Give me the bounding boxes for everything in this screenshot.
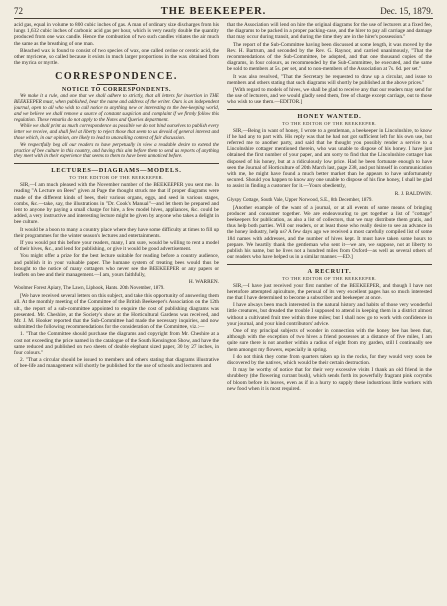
article-paragraph: SIR,—I am much pleased with the November number of the BEEKEEPER you sent me. In reading "A Lecture on Bees" given at Page the thought struck me that if proper diagrams were made of the different kinds of bees, their various organs, eggs, and seed in various stages, combs, &c.—take, say, the illustrations in "Dr. Cook's Manual"—and let them be prepared and lent to anyone by paying a small charge for hire, a few model hives, appliances, &c. could be added, a very instructive and interesting lecture might be given by anyone who takes a delight in bee culture.: [14, 182, 219, 226]
article-address: Glyspy Cottage, South Vale, Upper Norwood, S.E., 8th December, 1879.: [227, 197, 373, 203]
article-title: A RECRUIT.: [307, 267, 352, 275]
notice-paragraph: We make it a rule, and one that we shall adhere to strictly, that all letters for insertion in THE BEEKEEPER must, when published, bear the name and address of the writer. Ours is an independent journal, open to all who wish to call notice to anything new or interesting to the bee-keeping world, and we believe we shall remove a source of constant suspicion and complaint if we firmly follow this regulation. These remarks do not apply to the Notes and Queries department.: [14, 94, 219, 123]
article-paragraph: It would be a boon to many a country place where they have some difficulty at times to fill up their programmes for the winter season's lectures and entertainments.: [14, 226, 219, 239]
page-header: [14, 6, 433, 19]
article-subtitle: TO THE EDITOR OF THE BEEKEEPER.: [69, 175, 164, 181]
article-subtitle: TO THE EDITOR OF THE BEEKEEPER.: [282, 275, 377, 281]
intro-paragraph: [With regard to models of hives, we shall be glad to receive any that our readers may send for the use of lecturers, and we would gladly send them, free of charge except carriage, out to those who wish to use them.—EDITOR.]: [227, 87, 432, 106]
journal-title: THE BEEKEEPER.: [160, 6, 267, 17]
divider: [227, 264, 432, 265]
article-signature: H. WARREN.: [188, 279, 219, 286]
article-title: HONEY WANTED.: [297, 112, 362, 120]
article-paragraph: You might offer a prize for the best lecture suitable for reading before a country audience, and publish it in your valuable paper. The humane system of treating bees would thus be brought to the notice of many cottagers who never see the BEEKEEPER or any papers or leaflets on bee and their management.—I am, yours faithfully,: [14, 253, 219, 279]
article-paragraph: SIR,—Being in want of honey, I wrote to a gentleman, a beekeeper in Lincolnshire, to know if he had any to part with. His reply was that he had not got sufficient left for his own use, but referred me to another party, and said that he thought you possibly render a service to a Lincolnshire cottager mentioned therein, who was unable to dispose of his honey. I have just obtained the first number of your paper, and am sorry to find that the Lincolnshire cottager has disposed of his honey, but at a ridiculously low price. Had he been fortunate enough to have seen the Journal of Horticulture of 20th March last, page 238, and put himself in communication with me, he might have found a much better market than he appears to have unfortunately secured. Should you happen to know any one unable to dispose of his fine honey, I shall be glad to assist in finding a customer for it.—Yours obediently,: [227, 127, 432, 190]
article-address: Woolmer Forest Apiary, The Lawn, Liphook, Hants. 20th November, 1879.: [14, 286, 165, 292]
notice-paragraph: While we shall print as much correspondence as possible we do not bind ourselves to publish every letter we receive, and shall feel at liberty to reject those that seem to us devoid of general interest and those which, in our opinion, are likely to lead to unavailing contest of fair discussion.: [14, 124, 219, 141]
intro-paragraph: acid gas, equal in volume to 800 cubic inches of gas. A man of ordinary size discharges from his lungs 1,632 cubic inches of carbonic acid gas per hour, which is very nearly double the quantity produced from one wax candle. Hence the combustion of two such candles vitiates the air much the same as the breathing of one man.: [14, 22, 219, 47]
left-column: [14, 22, 219, 606]
divider: [97, 84, 137, 85]
divider: [14, 163, 219, 164]
page-number: 72: [14, 6, 23, 16]
editor-note: 1. "That the Committee should purchase the diagrams and copyright from Mr. Cheshire at a cost not exceeding the price named in the catalogue of the South Kensington Show, and have the same reduced and published on two sheets of double elephant sized paper, 30 by 27 inches, in four colours.": [14, 331, 219, 357]
editor-note: 2. "That a circular should be issued to members and others stating that diagrams illustrative of bee-life and management will shortly be published for the use of schools and lecturers and: [14, 357, 219, 370]
intro-paragraph: It was also resolved, "That the Secretary be requested to draw up a circular, and issue to members and others stating that such diagrams will shortly be published at the above prices.": [227, 73, 432, 86]
issue-date: Dec. 15, 1879.: [380, 6, 433, 16]
intro-paragraph: Bleached wax is found to consist of two species of wax, one called cerine or cerotic acid, the other myricene, so called because it exists in much larger proportions in the wax obtained from the myrica or myrtle.: [14, 47, 219, 67]
article-paragraph: If you would put this before your readers, many, I am sure, would be willing to rent a model of their hives, &c., and lend for publishing, or give it would be good advertisement.: [14, 240, 219, 253]
intro-paragraph: that the Association will lend on hire the original diagrams for the use of lecturers at a fixed fee, the diagrams to be packed in a proper packing-case, and the hirer to pay all carriage and damage that may occur during transit, and during the time they are in the hirer's possession.": [227, 22, 432, 41]
notice-heading: NOTICE TO CORRESPONDENTS.: [61, 87, 172, 94]
notice-paragraph: We respectfully beg all our readers to have perpetually in view a readable desire to extend the practice of bee culture in this country, and having this aim before them to send us reports of anything they meet with in their experience that seems to them to have been unnoticed before.: [14, 142, 219, 160]
section-title: CORRESPONDENCE.: [55, 71, 178, 83]
article-paragraph: SIR,—I have just received your first number of the BEEKEEPER, and though I have not heretofore attempted apiculture, the perusal of its very excellent pages has so much interested me that I have determined to become a subscriber and beekeeper at once.: [227, 282, 432, 301]
columns: [14, 22, 433, 606]
editor-note: [Another example of the want of a journal, or at all events of some means of bringing producer and consumer together. We are endeavouring to get together a list of "cottage" beekeepers for publication, as also a list of collectors, that we may distribute them gratis, and thus help both parties. Will our readers, or at least those who really desire to see an advance in the honey industry, help us? A few days ago we received a most carefully compiled list of some 184 names with addresses, and the number of hives kept. It must have taken some hours to prepare. We heartily thank the gentleman who sent it—we are, we suppose, not at liberty to publish his name, but he lives not a hundred miles from Oxford—as well as several others of our readers who have helped us in a similar manner.—ED.]: [227, 204, 432, 261]
article-signature: R. J. BALDWIN.: [394, 190, 432, 197]
article-paragraph: One of my principal subjects of wonder in connection with the honey bee has been that, although with the exception of two hives a friend possesses at a distance of five miles, I am quite sure there is not another within a radius of eight from my garden, still I continually see them amongst my flowers, especially in spring.: [227, 327, 432, 353]
article-title: LECTURES—DIAGRAMS—MODELS.: [51, 167, 182, 175]
editor-note: [We have received several letters on this subject, and take this opportunity of answering them all. At the monthly meeting of the Committee of the British Beekeeper's Association on the 12th ult., the report of a sub-committee appointed to enquire the cost of publishing diagrams was presented. Mr. Cheshire, at the Society's show at the Horticultural Gardens was received, and Mr. J. M. Hooker reported that the Sub-Committee had made the necessary inquiries, and now submitted the following recommendations for the consideration of the Committee, viz.:—: [14, 293, 219, 331]
article-subtitle: TO THE EDITOR OF THE BEEKEEPER.: [282, 120, 377, 126]
article-paragraph: I have always been much interested in the natural history and habits of those very wonderful little creatures, but dreaded the trouble I supposed to attend in keeping them in a district almost without a cultivated fruit tree within three miles; but I shall now go to work with confidence in your journal, and your kind contributors' advice.: [227, 302, 432, 327]
right-column: [227, 22, 432, 606]
divider: [227, 109, 432, 110]
article-paragraph: I do not think they come from quarters taken up in the rocks, for they would very soon be discovered by the natives, which would be their certain destruction.: [227, 353, 432, 366]
article-paragraph: It may be worthy of notice that for their very excessive visits I thank an old friend in the shrubbery (the flowering currant bush), which sends forth its powerfully fragrant pink corymbs of bloom before its leaves, even as if in a hurry to supply these industrious little workers with new food when it is most required.: [227, 367, 432, 392]
intro-paragraph: The report of the Sub-Committee having been discussed at some length, it was moved by the Rev. H. Bartrum, and seconded by the Rev. G. Raynor, and carried unanimously, "That the recommendations of the Sub-Committee, be adopted, and that one thousand copies of the diagrams, in four colours, as recommended by the Sub-Committee, be executed, and the same be sold to members at 5s. per set, and to non-members of the Association at 7s. 6d. per set.": [227, 41, 432, 73]
